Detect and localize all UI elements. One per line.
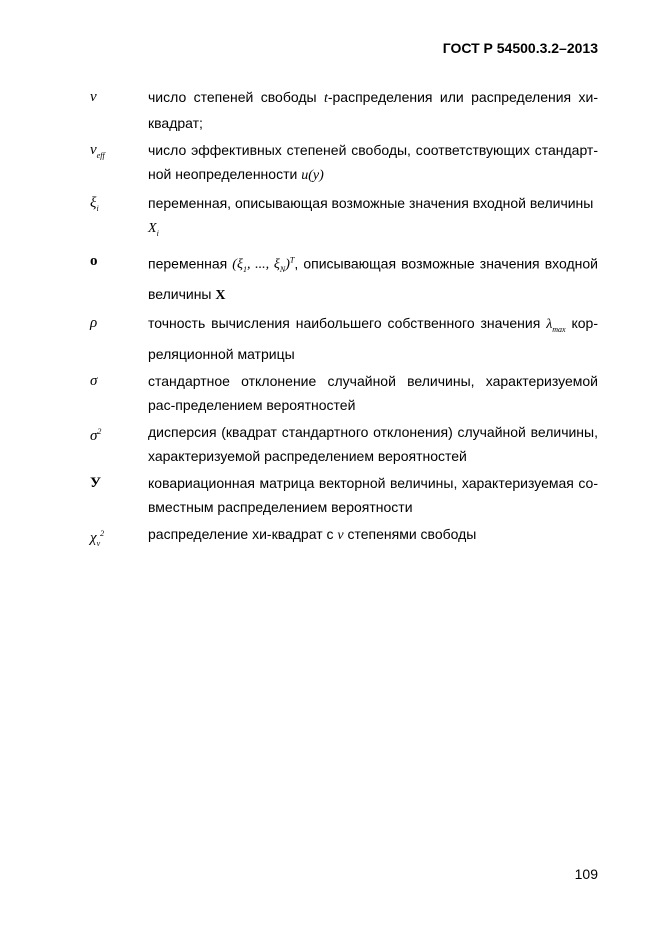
symbol: $\xi_i$ [90, 195, 99, 213]
symbol: o [90, 252, 98, 269]
list-item: $\nu_{eff}$ число эффективных степеней свободы, соответствующих стандарт-ной неопределенности u(y) [90, 138, 598, 188]
symbol: σ [90, 373, 98, 390]
list-item: $\chi_\nu^2$ распределение хи-квадрат с ν степенями свободы [90, 522, 598, 548]
symbol: ν [90, 89, 97, 105]
symbol: $\chi_\nu^2$ [90, 529, 105, 549]
list-item: σ стандартное отклонение случайной величины, характеризуемой рас-пределением вероятностей [90, 369, 598, 417]
list-item: o переменная ($\xi_1$, ..., $\xi_N)^T$, описывающая возможные значения входной величины X [90, 249, 598, 308]
list-item: $\sigma^2$ дисперсия (квадрат стандартного отклонения) случайной величины, характеризуемой распределением вероятностей [90, 420, 598, 468]
list-item: У ковариационная матрица векторной величины, характеризуемая со-вместным распределением вероятности [90, 471, 598, 519]
list-item: $\xi_i$ переменная, описывающая возможные значения входной величины $X_i$ [90, 191, 598, 246]
list-item: ν число степеней свободы t-распределения или распределения хи-квадрат; [90, 85, 598, 135]
symbol: $\sigma^2$ [90, 427, 102, 445]
symbol: ρ [90, 315, 98, 332]
symbol: У [90, 475, 102, 492]
document-header: ГОСТ Р 54500.3.2–2013 [442, 40, 598, 56]
symbol-list [90, 85, 598, 551]
symbol: $\nu_{eff}$ [90, 142, 105, 160]
page-number: 109 [574, 866, 598, 882]
list-item: ρ точность вычисления наибольшего собственного значения $\lambda_{max}$ кор-реляционной матрицы [90, 311, 598, 366]
